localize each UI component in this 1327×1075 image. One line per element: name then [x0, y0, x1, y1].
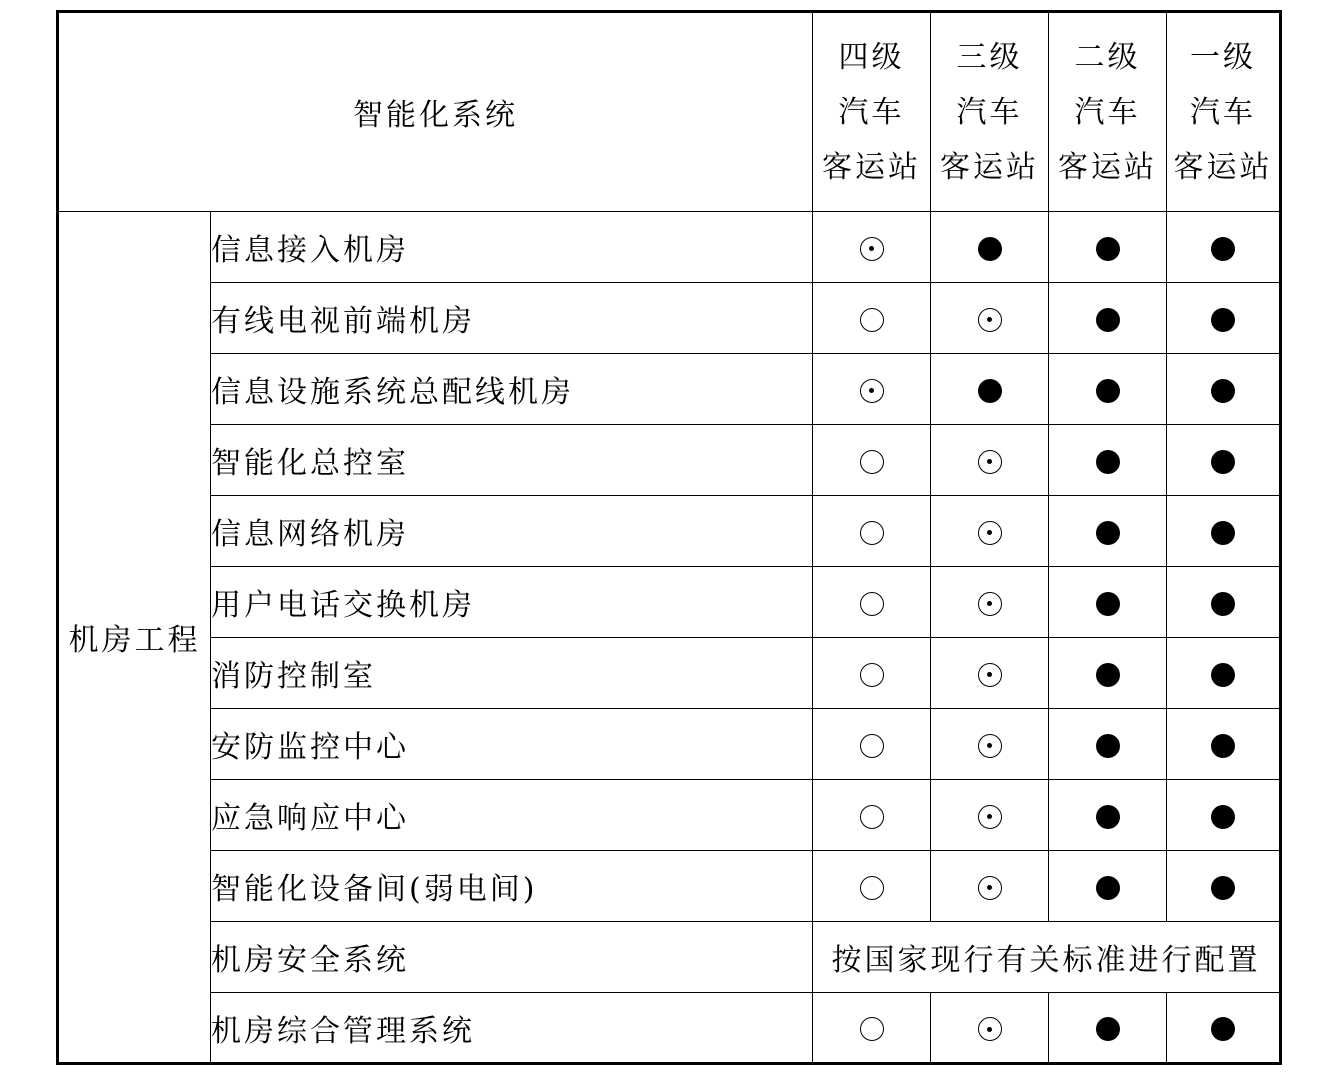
filled-circle-icon: [1096, 521, 1120, 545]
mark-cell: [1167, 993, 1281, 1064]
item-name-cell: 消防控制室: [211, 638, 813, 709]
item-name-cell: 机房综合管理系统: [211, 993, 813, 1064]
filled-circle-icon: [1211, 734, 1235, 758]
table-row: [58, 780, 1281, 851]
open-circle-icon: [860, 308, 884, 332]
level-4-line-2: 汽车: [838, 94, 905, 130]
filled-circle-icon: [1096, 592, 1120, 616]
mark-cell: [813, 283, 931, 354]
open-circle-icon: [860, 450, 884, 474]
item-name-cell: 信息设施系统总配线机房: [211, 354, 813, 425]
dotted-circle-icon: [978, 592, 1002, 616]
open-circle-icon: [860, 876, 884, 900]
level-4-line-1: 四级: [838, 39, 905, 75]
item-name-cell: 信息接入机房: [211, 212, 813, 283]
mark-cell: [813, 638, 931, 709]
mark-cell: [813, 851, 931, 922]
filled-circle-icon: [1096, 1017, 1120, 1041]
level-2-line-1: 二级: [1074, 39, 1141, 75]
item-name-cell: 应急响应中心: [211, 780, 813, 851]
level-2-line-3: 客运站: [1058, 149, 1157, 185]
mark-cell: [931, 851, 1049, 922]
dotted-circle-icon: [978, 1017, 1002, 1041]
level-4-line-3: 客运站: [822, 149, 921, 185]
mark-cell: [813, 496, 931, 567]
note-cell: 按国家现行有关标准进行配置: [813, 922, 1281, 993]
open-circle-icon: [860, 521, 884, 545]
dotted-circle-icon: [860, 237, 884, 261]
mark-cell: [1167, 567, 1281, 638]
item-name-cell: 信息网络机房: [211, 496, 813, 567]
category-cell: 机房工程: [58, 212, 211, 1064]
item-name-cell: 用户电话交换机房: [211, 567, 813, 638]
dotted-circle-icon: [978, 805, 1002, 829]
mark-cell: [931, 496, 1049, 567]
dotted-circle-icon: [978, 450, 1002, 474]
mark-cell: [1167, 354, 1281, 425]
item-name-cell: 安防监控中心: [211, 709, 813, 780]
mark-cell: [813, 354, 931, 425]
level-1-line-2: 汽车: [1190, 94, 1256, 130]
filled-circle-icon: [1211, 521, 1235, 545]
table-row: [58, 212, 1281, 283]
level-2-header: [1049, 12, 1167, 212]
mark-cell: [1049, 425, 1167, 496]
open-circle-icon: [860, 592, 884, 616]
item-name-cell: 有线电视前端机房: [211, 283, 813, 354]
mark-cell: [1049, 851, 1167, 922]
open-circle-icon: [860, 1017, 884, 1041]
open-circle-icon: [860, 734, 884, 758]
system-config-table: [56, 10, 1282, 1065]
mark-cell: [813, 993, 931, 1064]
mark-cell: [931, 993, 1049, 1064]
level-1-header: [1167, 12, 1281, 212]
mark-cell: [1167, 425, 1281, 496]
filled-circle-icon: [1096, 734, 1120, 758]
filled-circle-icon: [1096, 308, 1120, 332]
dotted-circle-icon: [978, 663, 1002, 687]
filled-circle-icon: [978, 237, 1002, 261]
mark-cell: [931, 354, 1049, 425]
table-row: [58, 993, 1281, 1064]
table-row: [58, 851, 1281, 922]
filled-circle-icon: [1211, 663, 1235, 687]
dotted-circle-icon: [978, 734, 1002, 758]
mark-cell: [1049, 354, 1167, 425]
table-body: [58, 212, 1281, 1064]
mark-cell: [1167, 496, 1281, 567]
open-circle-icon: [860, 663, 884, 687]
table-row: [58, 354, 1281, 425]
filled-circle-icon: [1096, 663, 1120, 687]
table-row: [58, 638, 1281, 709]
filled-circle-icon: [1211, 237, 1235, 261]
mark-cell: [813, 425, 931, 496]
mark-cell: [931, 638, 1049, 709]
mark-cell: [1049, 212, 1167, 283]
mark-cell: [1049, 780, 1167, 851]
mark-cell: [1049, 709, 1167, 780]
mark-cell: [813, 567, 931, 638]
filled-circle-icon: [1211, 1017, 1235, 1041]
filled-circle-icon: [1096, 237, 1120, 261]
dotted-circle-icon: [978, 308, 1002, 332]
mark-cell: [1167, 709, 1281, 780]
mark-cell: [1167, 283, 1281, 354]
level-3-line-1: 三级: [956, 39, 1023, 75]
mark-cell: [1167, 851, 1281, 922]
filled-circle-icon: [1211, 450, 1235, 474]
mark-cell: [1049, 283, 1167, 354]
table-row: [58, 567, 1281, 638]
level-3-header: [931, 12, 1049, 212]
level-2-line-2: 汽车: [1074, 94, 1141, 130]
filled-circle-icon: [1211, 308, 1235, 332]
table-row: [58, 425, 1281, 496]
table-row: [58, 922, 1281, 993]
mark-cell: [931, 425, 1049, 496]
level-1-line-3: 客运站: [1173, 149, 1273, 185]
mark-cell: [1049, 567, 1167, 638]
filled-circle-icon: [1211, 379, 1235, 403]
level-4-header: [813, 12, 931, 212]
table-row: [58, 709, 1281, 780]
table-row: [58, 496, 1281, 567]
filled-circle-icon: [978, 379, 1002, 403]
dotted-circle-icon: [978, 521, 1002, 545]
mark-cell: [931, 709, 1049, 780]
level-3-line-3: 客运站: [940, 149, 1039, 185]
dotted-circle-icon: [860, 379, 884, 403]
item-name-cell: 机房安全系统: [211, 922, 813, 993]
filled-circle-icon: [1211, 592, 1235, 616]
mark-cell: [1167, 638, 1281, 709]
mark-cell: [813, 780, 931, 851]
header-row: [58, 12, 1281, 212]
item-name-cell: 智能化设备间(弱电间): [211, 851, 813, 922]
mark-cell: [813, 709, 931, 780]
table-row: [58, 283, 1281, 354]
mark-cell: [1049, 496, 1167, 567]
item-name-cell: 智能化总控室: [211, 425, 813, 496]
filled-circle-icon: [1211, 805, 1235, 829]
filled-circle-icon: [1096, 450, 1120, 474]
mark-cell: [1049, 993, 1167, 1064]
level-3-line-2: 汽车: [956, 94, 1023, 130]
mark-cell: [1049, 638, 1167, 709]
mark-cell: [931, 780, 1049, 851]
mark-cell: [1167, 780, 1281, 851]
mark-cell: [931, 567, 1049, 638]
mark-cell: [931, 283, 1049, 354]
filled-circle-icon: [1211, 876, 1235, 900]
filled-circle-icon: [1096, 876, 1120, 900]
system-header: 智能化系统: [58, 12, 813, 212]
filled-circle-icon: [1096, 379, 1120, 403]
mark-cell: [1167, 212, 1281, 283]
open-circle-icon: [860, 805, 884, 829]
mark-cell: [813, 212, 931, 283]
level-1-line-1: 一级: [1190, 39, 1256, 75]
mark-cell: [931, 212, 1049, 283]
filled-circle-icon: [1096, 805, 1120, 829]
dotted-circle-icon: [978, 876, 1002, 900]
